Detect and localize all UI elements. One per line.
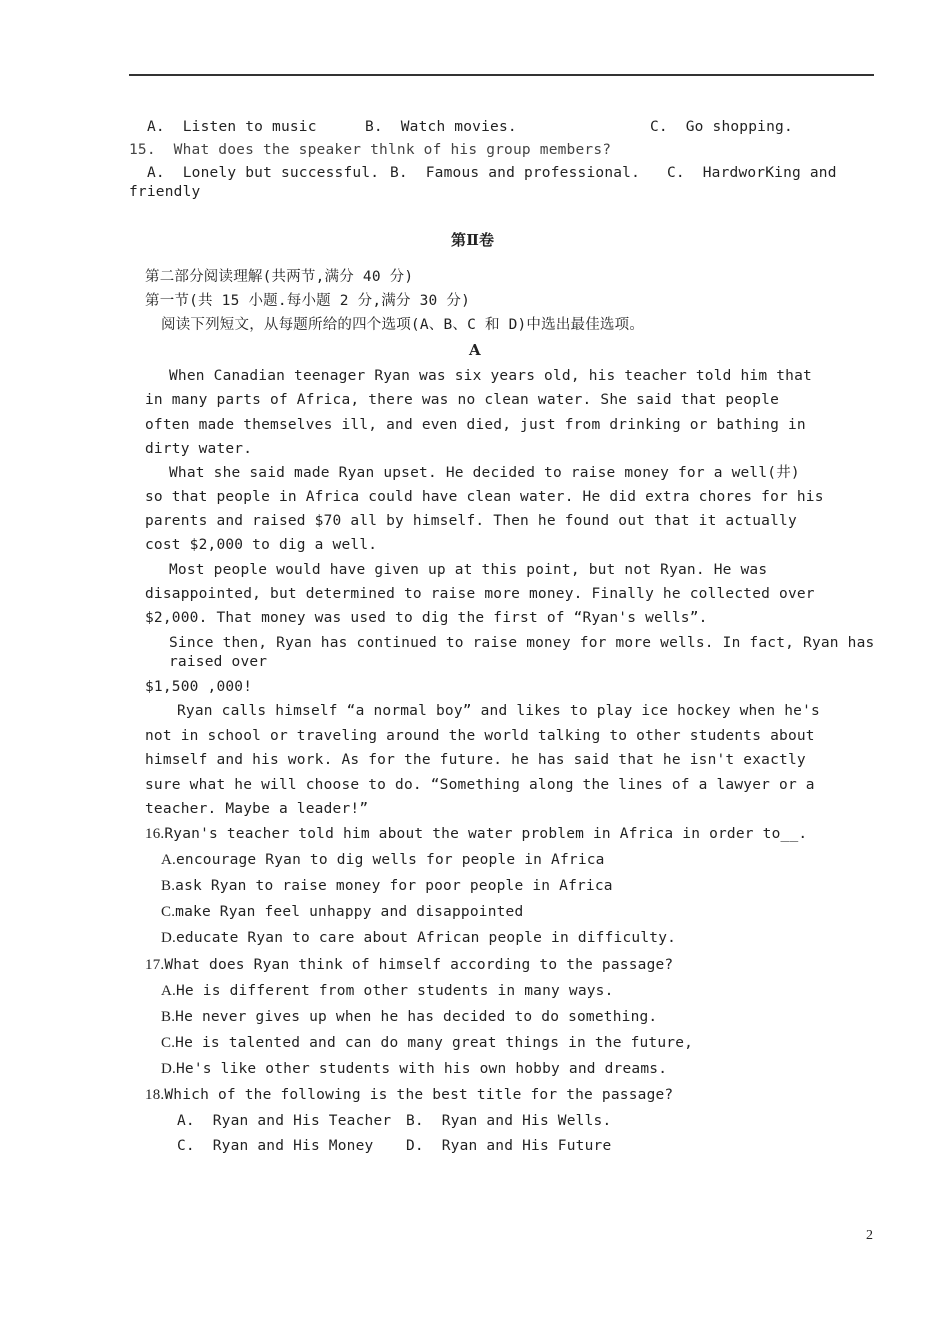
passage-line: so that people in Africa could have clean water. He did extra chores for his bbox=[145, 489, 824, 505]
passage-line: $1,500 ,000! bbox=[145, 679, 253, 695]
option-letter: A. bbox=[161, 983, 176, 999]
passage-line: Ryan calls himself “a normal boy” and likes to play ice hockey when he's bbox=[177, 703, 820, 719]
q15-option-c: C. HardworKing and bbox=[667, 165, 837, 181]
q16-option-a bbox=[161, 851, 605, 869]
q16-option-c bbox=[161, 903, 523, 921]
q18-option-c: C. Ryan and His Money bbox=[177, 1138, 374, 1154]
passage-line: in many parts of Africa, there was no clean water. She said that people bbox=[145, 392, 780, 408]
passage-line: not in school or traveling around the world talking to other students about bbox=[145, 728, 815, 744]
section-heading: 第一节(共 15 小题.每小题 2 分,满分 30 分) bbox=[145, 293, 471, 309]
page-number: 2 bbox=[866, 1228, 873, 1243]
option-letter: B. bbox=[161, 1009, 176, 1025]
q16-option-d bbox=[161, 929, 676, 947]
passage-line: When Canadian teenager Ryan was six years old, his teacher told him that bbox=[169, 368, 812, 384]
instruction: 阅读下列短文，从每题所给的四个选项(A、B、C 和 D)中选出最佳选项。 bbox=[161, 317, 645, 333]
section-title: 第Ⅱ卷 bbox=[451, 231, 495, 249]
option-text: educate Ryan to care about African people in difficulty. bbox=[175, 930, 677, 946]
option-text: He is talented and can do many great things in the future, bbox=[175, 1035, 694, 1051]
q18-stem: Which of the following is the best title for the passage? bbox=[164, 1087, 674, 1103]
passage-line: Most people would have given up at this point, but not Ryan. He was bbox=[169, 562, 768, 578]
passage-line: dirty water. bbox=[145, 441, 253, 457]
passage-line: $2,000. That money was used to dig the first of “Ryan's wells”. bbox=[145, 610, 708, 626]
q15-option-c-cont: friendly bbox=[129, 184, 201, 200]
passage-line: Since then, Ryan has continued to raise money for more wells. In fact, Ryan has bbox=[169, 635, 875, 651]
passage-line: himself and his work. As for the future. he has said that he isn't exactly bbox=[145, 752, 806, 768]
q15-option-b: B. Famous and professional. bbox=[390, 165, 641, 181]
option-text: He never gives up when he has decided to do something. bbox=[175, 1009, 658, 1025]
q15-option-a: A. Lonely but successful. bbox=[147, 165, 380, 181]
part-heading: 第二部分阅读理解(共两节,满分 40 分) bbox=[145, 269, 414, 285]
q17-stem: What does Ryan think of himself according to the passage? bbox=[164, 957, 674, 973]
q14-option-c: C. Go shopping. bbox=[650, 119, 793, 135]
option-letter: A. bbox=[161, 852, 176, 868]
passage-line: teacher. Maybe a leader!” bbox=[145, 801, 369, 817]
header-rule bbox=[129, 74, 874, 76]
option-letter: D. bbox=[161, 930, 176, 946]
option-text: encourage Ryan to dig wells for people in Africa bbox=[175, 852, 605, 868]
q16-stem: Ryan's teacher told him about the water problem in Africa in order to__. bbox=[164, 826, 808, 842]
q17-option-a bbox=[161, 982, 614, 1000]
q18-question bbox=[145, 1086, 673, 1104]
q17-option-b bbox=[161, 1008, 657, 1026]
option-letter: C. bbox=[161, 904, 176, 920]
q18-number: 18. bbox=[145, 1087, 165, 1103]
passage-line: parents and raised $70 all by himself. Then he found out that it actually bbox=[145, 513, 797, 529]
option-text: make Ryan feel unhappy and disappointed bbox=[175, 904, 524, 920]
option-letter: C. bbox=[161, 1035, 176, 1051]
passage-line: often made themselves ill, and even died, just from drinking or bathing in bbox=[145, 417, 806, 433]
passage-line: cost $2,000 to dig a well. bbox=[145, 537, 378, 553]
q16-option-b bbox=[161, 877, 613, 895]
passage-line: raised over bbox=[169, 654, 268, 670]
q17-option-c bbox=[161, 1034, 693, 1052]
q18-option-b: B. Ryan and His Wells. bbox=[406, 1113, 612, 1129]
passage-line: sure what he will choose to do. “Something along the lines of a lawyer or a bbox=[145, 777, 815, 793]
q17-question bbox=[145, 956, 673, 974]
q14-option-b: B. Watch movies. bbox=[365, 119, 517, 135]
option-text: He is different from other students in many ways. bbox=[175, 983, 614, 999]
q14-option-a: A. Listen to music bbox=[147, 119, 317, 135]
option-letter: B. bbox=[161, 878, 176, 894]
passage-label: A bbox=[469, 341, 481, 359]
q18-option-a: A. Ryan and His Teacher bbox=[177, 1113, 392, 1129]
q16-question bbox=[145, 825, 807, 843]
q17-option-d bbox=[161, 1060, 667, 1078]
q15-stem: 15. What does the speaker thlnk of his group members? bbox=[129, 142, 612, 158]
q18-option-d: D. Ryan and His Future bbox=[406, 1138, 612, 1154]
passage-line: disappointed, but determined to raise more money. Finally he collected over bbox=[145, 586, 815, 602]
q17-number: 17. bbox=[145, 957, 165, 973]
option-text: ask Ryan to raise money for poor people in Africa bbox=[175, 878, 613, 894]
option-text: He's like other students with his own hobby and dreams. bbox=[175, 1061, 668, 1077]
q16-number: 16. bbox=[145, 826, 165, 842]
passage-line: What she said made Ryan upset. He decided to raise money for a well(井) bbox=[169, 465, 800, 481]
option-letter: D. bbox=[161, 1061, 176, 1077]
